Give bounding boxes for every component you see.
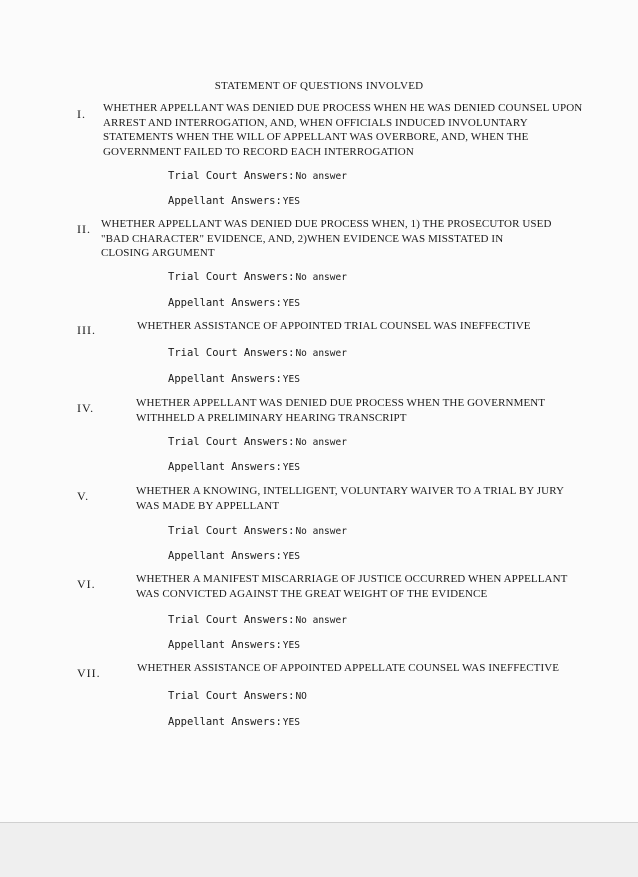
trial-court-answer: Trial Court Answers:No answer [168,347,347,359]
question-text: WHETHER ASSISTANCE OF APPOINTED APPELLATE COUNSEL WAS INEFFECTIVE [137,662,560,674]
question-number: II. [77,222,91,236]
trial-court-answer: Trial Court Answers:NO [168,690,307,702]
question-text: WHETHER APPELLANT WAS DENIED DUE PROCESS WHEN, 1) THE PROSECUTOR USED "BAD CHARACTER" EVIDENCE, AND, 2)WHEN EVIDENCE WAS MISSTATED IN CLOSING ARGUMENT [101,218,552,259]
question-number: VII. [77,666,101,680]
question-text: WHETHER ASSISTANCE OF APPOINTED TRIAL COUNSEL WAS INEFFECTIVE [137,320,531,332]
appellant-answer: Appellant Answers:YES [168,373,300,385]
trial-court-answer: Trial Court Answers:No answer [168,614,347,626]
trial-court-answer: Trial Court Answers:No answer [168,170,347,182]
appellant-answer: Appellant Answers:YES [168,297,300,309]
trial-court-answer: Trial Court Answers:No answer [168,271,347,283]
question-number: I. [77,107,86,121]
appellant-answer: Appellant Answers:YES [168,195,300,207]
question-text: WHETHER APPELLANT WAS DENIED DUE PROCESS WHEN HE WAS DENIED COUNSEL UPON ARREST AND INTERROGATION, AND, WHEN OFFICIALS INDUCED INVOLUNTARY STATEMENTS WHEN THE WILL OF APPELLANT WAS OVERBORE, AND, WHEN THE GOVERNMENT FAILED TO RECORD EACH INTERROGATION [103,102,583,158]
appellant-answer: Appellant Answers:YES [168,550,300,562]
question-text: WHETHER A MANIFEST MISCARRIAGE OF JUSTICE OCCURRED WHEN APPELLANT WAS CONVICTED AGAINST THE GREAT WEIGHT OF THE EVIDENCE [136,573,568,600]
question-text: WHETHER APPELLANT WAS DENIED DUE PROCESS WHEN THE GOVERNMENT WITHHELD A PRELIMINARY HEARING TRANSCRIPT [136,397,546,424]
appellant-answer: Appellant Answers:YES [168,716,300,728]
appellant-answer: Appellant Answers:YES [168,461,300,473]
document-title: STATEMENT OF QUESTIONS INVOLVED [214,80,424,92]
question-number: IV. [77,401,95,415]
appellant-answer: Appellant Answers:YES [168,639,300,651]
trial-court-answer: Trial Court Answers:No answer [168,436,347,448]
question-number: VI. [77,577,96,591]
question-text: WHETHER A KNOWING, INTELLIGENT, VOLUNTARY WAIVER TO A TRIAL BY JURY WAS MADE BY APPELLANT [136,485,565,512]
trial-court-answer: Trial Court Answers:No answer [168,525,347,537]
question-number: III. [77,323,96,337]
question-number: V. [77,489,90,503]
